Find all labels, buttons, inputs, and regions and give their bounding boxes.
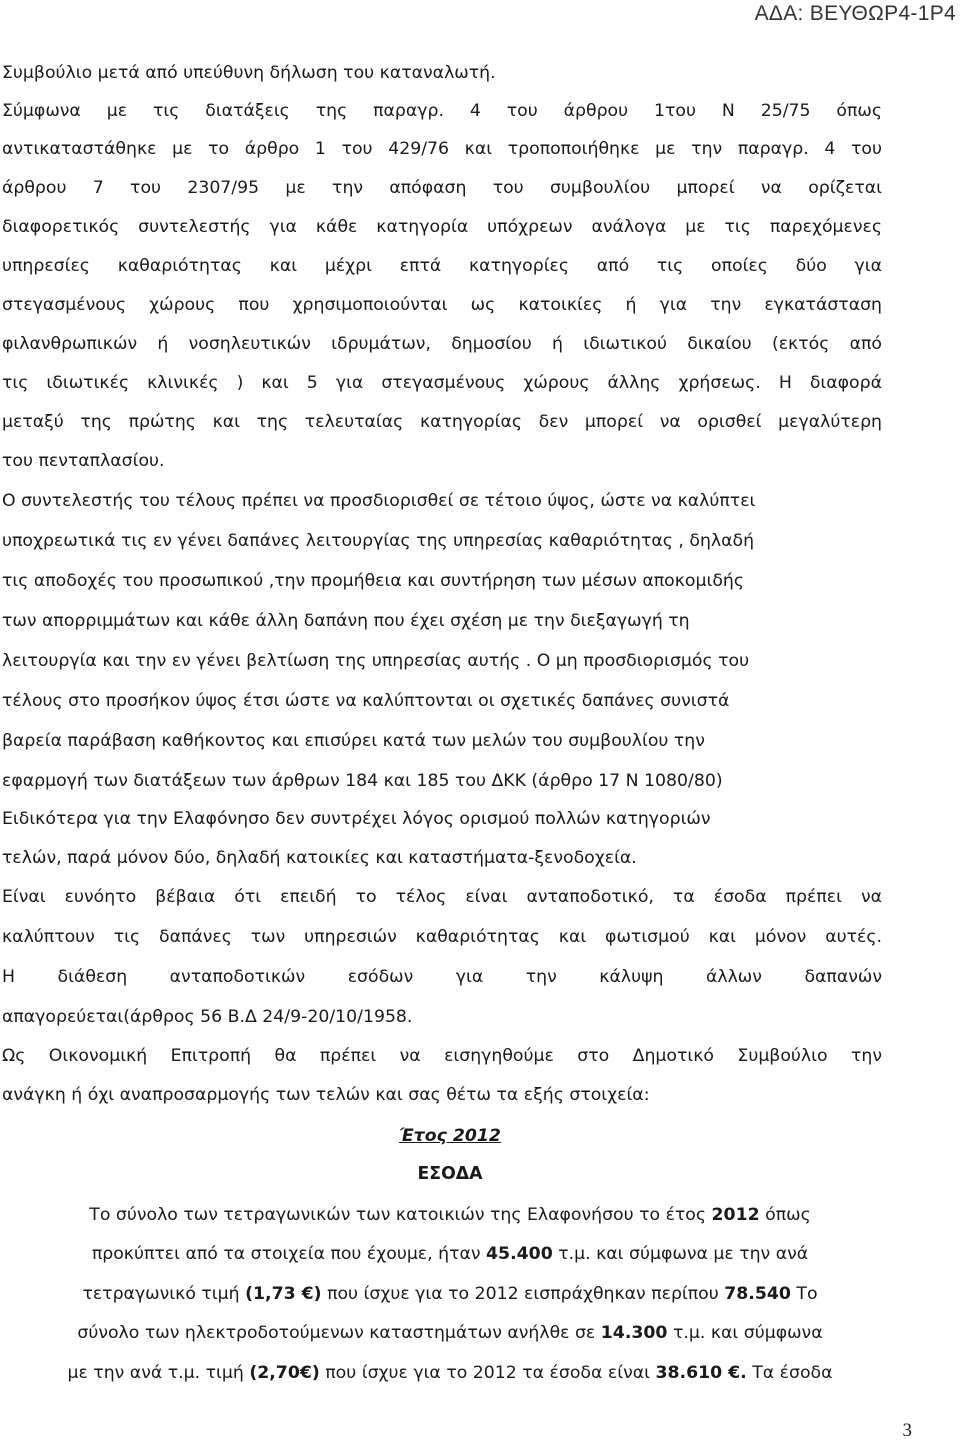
income-line-2 xyxy=(0,1243,900,1265)
text-line: μεταξύ της πρώτης και της τελευταίας κατηγορίας δεν μπορεί να ορισθεί μεγαλύτερη xyxy=(2,412,882,432)
text-line: υπηρεσίες καθαριότητας και μέχρι επτά κατηγορίες από τις οποίες δύο για xyxy=(2,256,882,276)
text-line: Ως Οικονομική Επιτροπή θα πρέπει να εισηγηθούμε στο Δημοτικό Συμβούλιο την xyxy=(2,1046,882,1066)
shop-income: 38.610 €. xyxy=(655,1363,747,1383)
text-line: Ο συντελεστής του τέλους πρέπει να προσδιορισθεί σε τέτοιο ύψος, ώστε να καλύπτει xyxy=(2,491,756,511)
shop-rate: (2,70€) xyxy=(249,1363,320,1383)
residence-income: 78.540 xyxy=(724,1284,791,1304)
text-span: με την ανά τ.μ. τιμή xyxy=(67,1363,250,1383)
text-span: Το xyxy=(790,1284,818,1304)
text-line: άρθρου 7 του 2307/95 με την απόφαση του συμβουλίου μπορεί να ορίζεται xyxy=(2,178,882,198)
text-span: όπως xyxy=(759,1205,811,1225)
text-line: ανάγκη ή όχι αναπροσαρμογής των τελών και σας θέτω τα εξής στοιχεία: xyxy=(2,1085,650,1105)
text-line: των απορριμμάτων και κάθε άλλη δαπάνη που έχει σχέση με την διεξαγωγή τη xyxy=(2,611,690,631)
income-line-4 xyxy=(0,1322,900,1344)
text-line: αντικαταστάθηκε με το άρθρο 1 του 429/76 και τροποποιήθηκε με την παραγρ. 4 του xyxy=(2,139,882,159)
text-line: λειτουργία και την εν γένει βελτίωση της υπηρεσίας αυτής . Ο μη προσδιορισμός του xyxy=(2,651,750,671)
text-line: υποχρεωτικά τις εν γένει δαπάνες λειτουργίας της υπηρεσίας καθαριότητας , δηλαδή xyxy=(2,531,755,551)
text-span: Το σύνολο των τετραγωνικών των κατοικιών της Ελαφονήσου το έτος xyxy=(89,1205,712,1225)
year-heading: Έτος 2012 xyxy=(399,1126,501,1146)
text-line: διαφορετικός συντελεστής για κάθε κατηγορία υπόχρεων ανάλογα με τις παρεχόμενες xyxy=(2,217,882,237)
text-line: τις ιδιωτικές κλινικές ) και 5 για στεγασμένους χώρους άλλης χρήσεως. Η διαφορά xyxy=(2,373,882,393)
text-span: τ.μ. και σύμφωνα με την ανά xyxy=(552,1244,809,1264)
text-line: τέλους στο προσήκον ύψος έτσι ώστε να καλύπτονται οι σχετικές δαπάνες συνιστά xyxy=(2,691,730,711)
text-line: Ειδικότερα για την Ελαφόνησο δεν συντρέχει λόγος ορισμού πολλών κατηγοριών xyxy=(2,809,711,829)
income-line-5 xyxy=(0,1362,900,1384)
text-line: τις αποδοχές του προσωπικού ,την προμήθεια και συντήρηση των μέσων αποκομιδής xyxy=(2,571,745,591)
text-line: καλύπτουν τις δαπάνες των υπηρεσιών καθαριότητας και φωτισμού και μόνον αυτές. xyxy=(2,927,882,947)
text-span: τετραγωνικό τιμή xyxy=(82,1284,246,1304)
income-heading: ΕΣΟΔΑ xyxy=(417,1164,483,1184)
text-span: τ.μ. και σύμφωνα xyxy=(667,1323,823,1343)
text-line: του πενταπλασίου. xyxy=(2,451,165,471)
page-number: 3 xyxy=(902,1420,912,1441)
shops-area: 14.300 xyxy=(600,1323,668,1343)
text-span: σύνολο των ηλεκτροδοτούμενων καταστημάτων ανήλθε σε xyxy=(77,1323,601,1343)
text-span: που ίσχυε για το 2012 εισπράχθηκαν περίπου xyxy=(321,1284,725,1304)
text-line: εφαρμογή των διατάξεων των άρθρων 184 και 185 του ΔΚΚ (άρθρο 17 Ν 1080/80) xyxy=(2,771,723,791)
ada-code: ΑΔΑ: ΒΕΥΘΩΡ4-1Ρ4 xyxy=(754,2,956,25)
income-line-3 xyxy=(0,1283,900,1305)
text-line: φιλανθρωπικών ή νοσηλευτικών ιδρυμάτων, δημοσίου ή ιδιωτικού δικαίου (εκτός από xyxy=(2,334,882,354)
text-span: προκύπτει από τα στοιχεία που έχουμε, ήταν xyxy=(91,1244,487,1264)
income-line-1 xyxy=(0,1204,900,1226)
residence-rate: (1,73 €) xyxy=(245,1284,322,1304)
text-span: που ίσχυε για το 2012 τα έσοδα είναι xyxy=(319,1363,656,1383)
text-line: στεγασμένους χώρους που χρησιμοποιούνται ως κατοικίες ή για την εγκατάσταση xyxy=(2,295,882,315)
text-line: Είναι ευνόητο βέβαια ότι επειδή το τέλος είναι ανταποδοτικό, τα έσοδα πρέπει να xyxy=(2,887,882,907)
text-line: βαρεία παράβαση καθήκοντος και επισύρει κατά των μελών του συμβουλίου την xyxy=(2,731,705,751)
text-line: Συμβούλιο μετά από υπεύθυνη δήλωση του καταναλωτή. xyxy=(2,63,496,83)
year-value: 2012 xyxy=(711,1205,760,1225)
text-span: Τα έσοδα xyxy=(746,1363,833,1383)
text-line: Η διάθεση ανταποδοτικών εσόδων για την κάλυψη άλλων δαπανών xyxy=(2,967,882,987)
text-line: απαγορεύεται(άρθρος 56 Β.Δ 24/9-20/10/1958. xyxy=(2,1007,413,1027)
text-line: τελών, παρά μόνον δύο, δηλαδή κατοικίες και καταστήματα-ξενοδοχεία. xyxy=(2,848,637,868)
text-line: Σύμφωνα με τις διατάξεις της παραγρ. 4 του άρθρου 1του Ν 25/75 όπως xyxy=(2,101,882,121)
residences-area: 45.400 xyxy=(486,1244,553,1264)
